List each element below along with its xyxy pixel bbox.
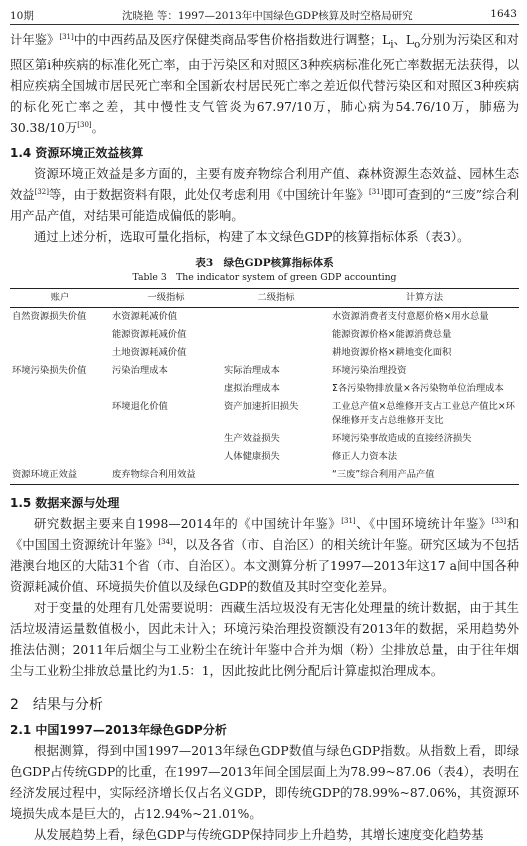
table-row [10, 380, 519, 398]
table-cell: 耕地资源价格×耕地变化面积 [332, 347, 452, 359]
table-row [10, 448, 519, 466]
section-heading: 1.5 数据来源与处理 [10, 496, 120, 511]
table-cell: 资源环境正效益 [12, 469, 78, 481]
issue-number: 10期 [10, 10, 34, 22]
paragraph: 从发展趋势上看，绿色GDP与传统GDP保持同步上升趋势，其增长速度变化趋势基 [34, 828, 484, 843]
table-cell: 环境污染治理投资 [332, 365, 407, 377]
table-cell [222, 326, 330, 344]
citation[interactable]: [33] [491, 517, 507, 526]
paragraph: 计年鉴》[31]中的中西药品及医疗保健类商品零售价格指数进行调整；$L_i$、$L_o$分别为污染区和对照区第i种疾病的标准化死亡率，由于污染区和对照区3种疾病标准化死亡率数据无法获得，以相应疾病全国城市居民死亡率和全国新农村居民死亡率之差近似代替污染区和对照区3种疾病的标化死亡率之差，其中慢性支气管炎为67.97/10万，肺心病为54.76/10万，肺癌为30.38/10万[30]。 [10, 32, 519, 136]
paragraph: 对于变量的处理有几处需要说明：西藏生活垃圾没有无害化处理量的统计数据，由于其生活垃圾清运量数值极小，因此未计入；环境污染治理投资额没有2013年的数据，采用趋势外推法估测；2011年后烟尘与工业粉尘在统计年鉴中合并为烟（粉）尘排放总量，由于往年烟尘与工业粉尘排放总量比约为1.5：1，因此按此比例分配后计算虚拟治理成本。 [10, 601, 519, 679]
column-header: 二级指标 [222, 289, 330, 308]
table-cell: 废弃物综合利用效益 [112, 469, 196, 481]
citation[interactable]: [31] [341, 517, 356, 526]
table-row [10, 466, 519, 485]
table-cell [222, 308, 330, 327]
table-cell [10, 326, 110, 344]
table-cell: 自然资源损失价值 [12, 311, 87, 323]
table-cell: 土地资源耗减价值 [112, 347, 187, 359]
table-cell: Σ各污染物排放量×各污染物单位治理成本 [332, 383, 504, 395]
table-cell: 能源资源价格×能源消费总量 [332, 329, 452, 341]
table-cell [10, 448, 110, 466]
table-cell: 虚拟治理成本 [224, 383, 280, 395]
citation[interactable]: [31] [368, 188, 384, 197]
column-header: 计算方法 [330, 289, 519, 308]
indicator-table [10, 288, 519, 485]
table-cell: 环境退化价值 [112, 401, 168, 413]
table-cell: 人体健康损失 [224, 451, 280, 463]
table-cell: 环境污染损失价值 [12, 365, 87, 377]
column-header: 账户 [10, 289, 110, 308]
section-heading: 1.4 资源环境正效益核算 [10, 146, 144, 161]
chapter-heading: 2 结果与分析 [10, 697, 103, 714]
table-cell [110, 380, 222, 398]
table-cell [222, 344, 330, 362]
running-title: 沈晓艳 等：1997—2013年中国绿色GDP核算及时空格局研究 [122, 10, 413, 22]
table-cell [10, 398, 110, 430]
paragraph: 根据测算，得到中国1997—2013年绿色GDP数值与绿色GDP指数。从指数上看，即绿色GDP占传统GDP的比重，在1997—2013年间全国层面上为78.99~87.06（表4），表明在经济发展过程中，实际经济增长仅占名义GDP，即传统GDP的78.99%~87.06%，其资源环境损失成本是巨大的，占12.94%~21.01%。 [10, 744, 519, 822]
table-cell: 修正人力资本法 [332, 451, 398, 463]
table-cell [110, 430, 222, 448]
table-caption-english: Table 3 The indicator system of green GDP accounting [132, 272, 397, 284]
table-row [10, 362, 519, 380]
page-number: 1643 [490, 8, 517, 20]
table-cell [222, 466, 330, 485]
table-cell [10, 380, 110, 398]
paragraph: 通过上述分析，选取可量化指标，构建了本文绿色GDP的核算指标体系（表3）。 [34, 230, 470, 245]
paragraph: 研究数据主要来自1998—2014年的《中国统计年鉴》[31]、《中国环境统计年鉴》[33]和《中国国土资源统计年鉴》[34]，以及各省（市、自治区）的相关统计年鉴。研究区域为不包括港澳台地区的大陆31个省（市、自治区）。本文测算分析了1997—2013年这17 a间中国各种资源耗减价值、环境损失价值以及绿色GDP的数值及其时空变化差异。 [10, 517, 519, 595]
citation[interactable]: [30] [77, 121, 92, 130]
table-cell: 水资源消费者支付意愿价格×用水总量 [332, 311, 489, 323]
table-row [10, 308, 519, 327]
table-cell: 污染治理成本 [112, 365, 168, 377]
table-row [10, 430, 519, 448]
citation[interactable]: [32] [34, 188, 49, 197]
table-cell: 水资源耗减价值 [112, 311, 178, 323]
table-cell: 工业总产值×总维修开支占工业总产值比×环保维修开支占总维修开支比 [332, 401, 515, 427]
table-cell: 能源资源耗减价值 [112, 329, 187, 341]
table-cell [10, 430, 110, 448]
column-header: 一级指标 [110, 289, 222, 308]
citation[interactable]: [34] [158, 538, 173, 547]
table-cell: 生产效益损失 [224, 433, 280, 445]
table-cell [10, 344, 110, 362]
table-row [10, 344, 519, 362]
citation[interactable]: [31] [59, 32, 74, 41]
table-cell [110, 448, 222, 466]
section-heading: 2.1 中国1997—2013年绿色GDP分析 [10, 723, 227, 738]
running-header [10, 6, 519, 25]
table-cell: 资产加速折旧损失 [224, 401, 299, 413]
table-header-row [10, 289, 519, 308]
table-row [10, 326, 519, 344]
paragraph: 资源环境正效益是多方面的，主要有废弃物综合利用产值、森林资源生态效益、园林生态效益[32]等，由于数据资料有限，此处仅考虑利用《中国统计年鉴》[31]即可查到的“三废”综合利用产品产值，对结果可能造成偏低的影响。 [10, 167, 519, 224]
table-cell: 实际治理成本 [224, 365, 280, 377]
table-caption: 表3 绿色GDP核算指标体系 [195, 257, 334, 270]
table-cell: 环境污染事故造成的直接经济损失 [332, 433, 472, 445]
article-body [10, 30, 519, 846]
table-cell: “三废”综合利用产品产值 [332, 469, 435, 481]
table-row [10, 398, 519, 430]
